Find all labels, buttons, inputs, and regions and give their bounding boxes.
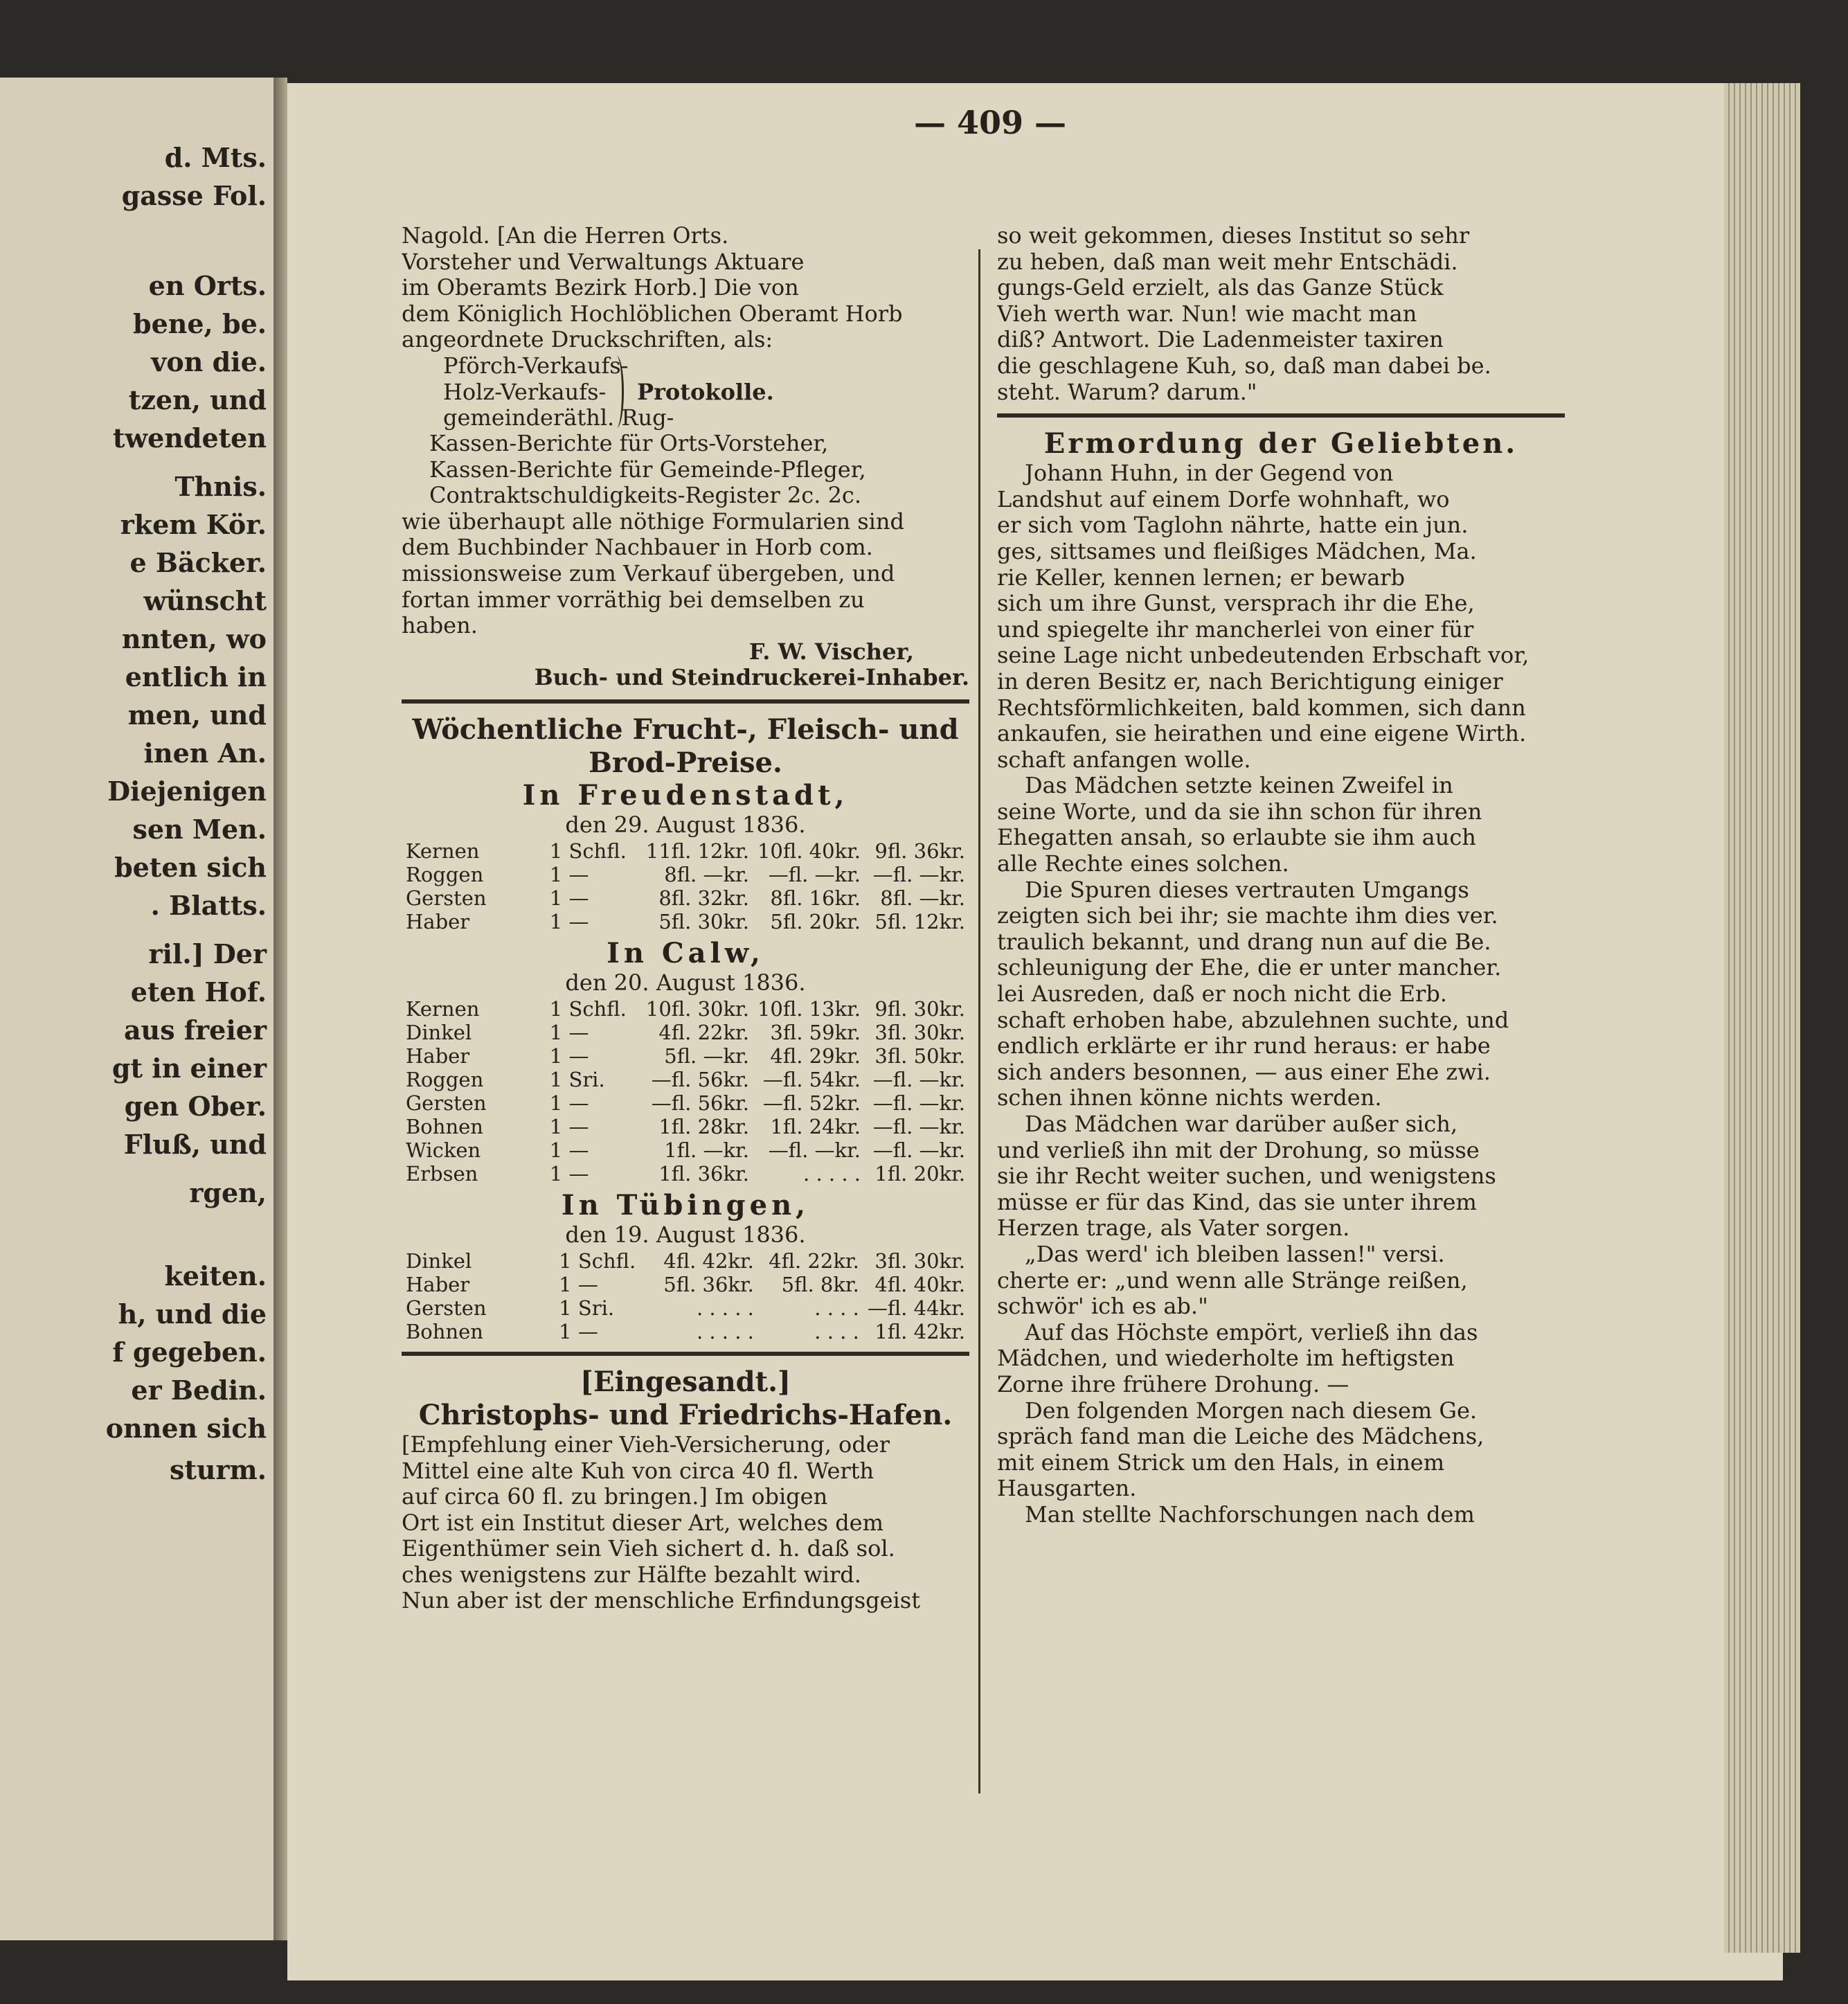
nagold-notice-continued bbox=[402, 431, 969, 509]
price-cell-p1: . . . . . bbox=[696, 1319, 754, 1343]
facing-page-fragment: h, und die bbox=[118, 1298, 267, 1330]
article-line: seine Worte, und da sie ihn schon für ihren bbox=[997, 798, 1482, 825]
article-line: Auf das Höchste empört, verließ ihn das bbox=[1025, 1319, 1478, 1345]
notice-line: fortan immer vorräthig bei demselben zu bbox=[402, 587, 865, 613]
facing-page-fragment: twendeten bbox=[112, 422, 267, 454]
price-cell-grain: Haber bbox=[406, 1044, 470, 1068]
facing-page-fragment: er Bedin. bbox=[131, 1375, 267, 1406]
price-cell-p3: —fl. —kr. bbox=[872, 1091, 965, 1115]
price-cell-qty: 1 Sri. bbox=[559, 1296, 615, 1320]
article-line: Zorne ihre frühere Drohung. — bbox=[997, 1371, 1349, 1397]
price-cell-p3: 9fl. 30kr. bbox=[874, 996, 965, 1021]
prices-title: Wöchentliche Frucht-, Fleisch- und bbox=[412, 713, 959, 746]
price-cell-p2: 3fl. 59kr. bbox=[770, 1020, 861, 1044]
eingesandt-line: [Empfehlung einer Vieh-Versicherung, oder bbox=[402, 1431, 890, 1458]
facing-page-fragment: von die. bbox=[151, 346, 267, 377]
facing-page-fragment: gen Ober. bbox=[124, 1091, 267, 1122]
price-cell-p3: —fl. —kr. bbox=[872, 1138, 965, 1162]
article-title: Ermordung der Geliebten. bbox=[1043, 427, 1518, 460]
price-cell-grain: Gersten bbox=[406, 886, 487, 910]
price-cell-qty: 1 — bbox=[549, 909, 589, 933]
price-cell-grain: Haber bbox=[406, 1272, 470, 1296]
article-line: schaft anfangen wolle. bbox=[997, 746, 1251, 773]
section-rule bbox=[402, 1352, 969, 1356]
page-number: — 409 — bbox=[913, 104, 1067, 141]
notice-line: missionsweise zum Verkauf übergeben, und bbox=[402, 560, 895, 587]
bracket-item: Holz-Verkaufs- bbox=[443, 379, 607, 405]
table-row bbox=[402, 1162, 969, 1186]
price-cell-p1: 4fl. 42kr. bbox=[663, 1249, 754, 1273]
article-text bbox=[997, 460, 1565, 1528]
price-cell-p1: 4fl. 22kr. bbox=[658, 1020, 749, 1044]
article-line: ankaufen, sie heirathen und eine eigene Wirth. bbox=[997, 721, 1527, 747]
price-cell-qty: 1 — bbox=[549, 1114, 589, 1138]
facing-page-fragment: onnen sich bbox=[105, 1413, 267, 1444]
notice-line: dem Königlich Hochlöblichen Oberamt Horb bbox=[402, 301, 903, 327]
table-row bbox=[402, 863, 969, 886]
signature-name: F. W. Vischer, bbox=[748, 638, 914, 665]
facing-page-fragment: bene, be. bbox=[133, 308, 267, 339]
bracket-item: gemeinderäthl. Rug- bbox=[443, 405, 674, 431]
notice-line: Contraktschuldigkeits-Register 2c. 2c. bbox=[429, 483, 862, 509]
intro-text bbox=[997, 223, 1565, 405]
table-row bbox=[402, 839, 969, 863]
facing-page-fragment: gasse Fol. bbox=[121, 180, 267, 211]
article-line: in deren Besitz er, nach Berichtigung einiger bbox=[997, 668, 1503, 695]
price-cell-p1: 1fl. 28kr. bbox=[658, 1114, 749, 1138]
price-cell-p1: . . . . . bbox=[696, 1296, 754, 1320]
intro-line: Vieh werth war. Nun! wie macht man bbox=[997, 301, 1417, 327]
table-row bbox=[402, 1021, 969, 1044]
price-cell-p3: 4fl. 40kr. bbox=[874, 1272, 965, 1296]
facing-page-fragment: aus freier bbox=[123, 1014, 267, 1046]
price-cell-p1: 1fl. —kr. bbox=[664, 1138, 749, 1162]
column-divider bbox=[978, 249, 980, 1793]
price-cell-p1: 5fl. —kr. bbox=[664, 1044, 749, 1068]
eingesandt-line: auf circa 60 fl. zu bringen.] Im obigen bbox=[402, 1484, 828, 1510]
price-cell-p2: 8fl. 16kr. bbox=[770, 886, 861, 910]
facing-page-fragment: Diejenigen bbox=[107, 776, 267, 807]
price-cell-grain: Kernen bbox=[406, 996, 480, 1021]
price-cell-p3: 8fl. —kr. bbox=[880, 886, 965, 910]
facing-page-fragment: rkem Kör. bbox=[120, 509, 267, 540]
notice-line: Nagold. [An die Herren Orts. bbox=[402, 223, 729, 249]
price-cell-p2: 4fl. 29kr. bbox=[770, 1044, 861, 1068]
facing-page-fragment: Fluß, und bbox=[123, 1129, 267, 1160]
table-row bbox=[402, 1273, 969, 1296]
article-line: Hausgarten. bbox=[997, 1476, 1137, 1502]
section-rule bbox=[997, 413, 1565, 418]
eingesandt-title: [Eingesandt.] bbox=[580, 1365, 791, 1398]
price-cell-p2: —fl. 52kr. bbox=[762, 1091, 861, 1115]
price-cell-p3: —fl. —kr. bbox=[872, 1114, 965, 1138]
article-line: „Das werd' ich bleiben lassen!" versi. bbox=[1025, 1241, 1445, 1267]
article-line: Den folgenden Morgen nach diesem Ge. bbox=[1025, 1397, 1478, 1424]
page-edges bbox=[1724, 83, 1800, 1953]
bracket-label: Protokolle. bbox=[637, 378, 774, 405]
intro-line: so weit gekommen, dieses Institut so sehr bbox=[997, 223, 1470, 249]
market-place: In Freudenstadt, bbox=[522, 778, 849, 812]
article-line: zeigten sich bei ihr; sie machte ihm dies ver. bbox=[997, 903, 1498, 929]
left-facing-page bbox=[0, 78, 275, 1940]
facing-page-fragment: en Orts. bbox=[148, 270, 267, 301]
price-cell-qty: 1 — bbox=[549, 1091, 589, 1115]
nagold-notice bbox=[402, 223, 969, 353]
eingesandt-line: Ort ist ein Institut dieser Art, welches dem bbox=[402, 1510, 883, 1536]
price-cell-p2: . . . . . bbox=[803, 1161, 861, 1186]
market-date: den 20. August 1836. bbox=[565, 969, 806, 996]
article-line: Rechtsförmlichkeiten, bald kommen, sich dann bbox=[997, 695, 1526, 721]
facing-page-fragment: keiten. bbox=[164, 1260, 267, 1291]
notice-line: im Oberamts Bezirk Horb.] Die von bbox=[402, 275, 799, 301]
price-cell-grain: Roggen bbox=[406, 1067, 484, 1091]
facing-page-fragment: beten sich bbox=[114, 852, 267, 883]
protocol-bracket bbox=[402, 353, 969, 431]
facing-page-fragment: entlich in bbox=[125, 661, 267, 692]
price-cell-p1: 8fl. —kr. bbox=[664, 862, 749, 886]
section-rule bbox=[402, 699, 969, 704]
facing-page-fragment: sen Men. bbox=[132, 814, 267, 845]
article-line: Die Spuren dieses vertrauten Umgangs bbox=[1025, 877, 1469, 903]
price-cell-p2: 4fl. 22kr. bbox=[769, 1249, 859, 1273]
price-table bbox=[402, 839, 969, 933]
price-cell-p2: 10fl. 40kr. bbox=[757, 839, 861, 863]
facing-page-fragment: d. Mts. bbox=[164, 142, 267, 173]
price-cell-p3: 3fl. 50kr. bbox=[874, 1044, 965, 1068]
market-date: den 29. August 1836. bbox=[565, 811, 806, 838]
intro-line: gungs-Geld erzielt, als das Ganze Stück bbox=[997, 275, 1444, 301]
article-line: Herzen trage, als Vater sorgen. bbox=[997, 1215, 1350, 1242]
curly-brace bbox=[609, 356, 624, 428]
price-cell-p2: —fl. 54kr. bbox=[762, 1067, 861, 1091]
price-cell-grain: Dinkel bbox=[406, 1020, 472, 1044]
facing-page-fragment: eten Hof. bbox=[130, 976, 267, 1008]
price-cell-grain: Roggen bbox=[406, 862, 484, 886]
price-cell-p1: 10fl. 30kr. bbox=[645, 996, 749, 1021]
price-table bbox=[402, 997, 969, 1186]
facing-page-fragment: nnten, wo bbox=[121, 623, 267, 654]
article-line: ges, sittsames und fleißiges Mädchen, Ma. bbox=[997, 538, 1477, 564]
price-cell-p2: . . . . bbox=[814, 1296, 859, 1320]
article-line: endlich erklärte er ihr rund heraus: er habe bbox=[997, 1033, 1491, 1059]
intro-line: diß? Antwort. Die Ladenmeister taxiren bbox=[997, 327, 1444, 353]
facing-page-fragment: sturm. bbox=[169, 1454, 267, 1485]
article-line: rie Keller, kennen lernen; er bewarb bbox=[997, 564, 1406, 591]
article-line: Mädchen, und wiederholte im heftigsten bbox=[997, 1345, 1455, 1372]
article-line: spräch fand man die Leiche des Mädchens, bbox=[997, 1424, 1484, 1450]
notice-line: dem Buchbinder Nachbauer in Horb com. bbox=[402, 535, 873, 561]
price-cell-qty: 1 — bbox=[549, 862, 589, 886]
article-line: sie ihr Recht weiter suchen, und wenigstens bbox=[997, 1163, 1496, 1190]
price-cell-p3: 1fl. 20kr. bbox=[874, 1161, 965, 1186]
article-line: mit einem Strick um den Hals, in einem bbox=[997, 1449, 1445, 1476]
notice-line: Kassen-Berichte für Gemeinde-Pfleger, bbox=[429, 456, 866, 483]
table-row bbox=[402, 1249, 969, 1273]
price-cell-grain: Kernen bbox=[406, 839, 480, 863]
table-row bbox=[402, 997, 969, 1021]
article-line: und verließ ihn mit der Drohung, so müsse bbox=[997, 1137, 1480, 1163]
price-cell-qty: 1 — bbox=[559, 1272, 598, 1296]
price-cell-grain: Dinkel bbox=[406, 1249, 472, 1273]
price-cell-p3: 3fl. 30kr. bbox=[874, 1249, 965, 1273]
price-cell-qty: 1 Sri. bbox=[549, 1067, 605, 1091]
eingesandt-line: Nun aber ist der menschliche Erfindungsgeist bbox=[402, 1588, 921, 1614]
price-cell-qty: 1 Schfl. bbox=[549, 996, 627, 1021]
price-cell-p1: 5fl. 36kr. bbox=[663, 1272, 754, 1296]
right-column bbox=[997, 223, 1565, 1850]
article-line: sich anders besonnen, — aus einer Ehe zwi. bbox=[997, 1059, 1491, 1085]
price-cell-qty: 1 — bbox=[549, 1161, 589, 1186]
price-cell-grain: Bohnen bbox=[406, 1319, 483, 1343]
price-cell-grain: Gersten bbox=[406, 1296, 487, 1320]
table-row bbox=[402, 1091, 969, 1115]
price-cell-p3: —fl. —kr. bbox=[872, 1067, 965, 1091]
notice-line: Kassen-Berichte für Orts-Vorsteher, bbox=[429, 430, 829, 456]
price-cell-p2: —fl. —kr. bbox=[768, 862, 861, 886]
price-cell-grain: Gersten bbox=[406, 1091, 487, 1115]
eingesandt-heading: Christophs- und Friedrichs-Hafen. bbox=[418, 1398, 953, 1431]
price-cell-p1: 1fl. 36kr. bbox=[658, 1161, 749, 1186]
price-cell-p2: 5fl. 8kr. bbox=[781, 1272, 859, 1296]
article-line: Landshut auf einem Dorfe wohnhaft, wo bbox=[997, 486, 1450, 512]
table-row bbox=[402, 1138, 969, 1162]
article-line: seine Lage nicht unbedeutenden Erbschaft vor, bbox=[997, 643, 1529, 669]
eingesandt-line: ches wenigstens zur Hälfte bezahlt wird. bbox=[402, 1562, 861, 1588]
article-line: alle Rechte eines solchen. bbox=[997, 851, 1289, 877]
facing-page-fragment: gt in einer bbox=[111, 1053, 267, 1084]
notice-line: angeordnete Druckschriften, als: bbox=[402, 327, 773, 353]
article-line: Das Mädchen war darüber außer sich, bbox=[1025, 1111, 1458, 1137]
price-cell-qty: 1 Schfl. bbox=[549, 839, 627, 863]
article-line: und spiegelte ihr mancherlei von einer für bbox=[997, 616, 1474, 643]
notice-line: wie überhaupt alle nöthige Formularien sind bbox=[402, 508, 904, 535]
facing-page-fragment: tzen, und bbox=[128, 384, 267, 415]
price-cell-p2: 5fl. 20kr. bbox=[770, 909, 861, 933]
market-prices bbox=[402, 780, 969, 1343]
facing-page-fragment: Thnis. bbox=[174, 471, 267, 502]
facing-page-fragment: wünscht bbox=[143, 585, 267, 616]
intro-line: die geschlagene Kuh, so, daß man dabei be. bbox=[997, 352, 1491, 379]
price-cell-p3: —fl. 44kr. bbox=[867, 1296, 965, 1320]
price-cell-p3: 9fl. 36kr. bbox=[874, 839, 965, 863]
article-line: sich um ihre Gunst, versprach ihr die Ehe, bbox=[997, 591, 1475, 617]
table-row bbox=[402, 1115, 969, 1138]
facing-page-fragment: inen An. bbox=[143, 737, 267, 769]
article-line: Man stellte Nachforschungen nach dem bbox=[1025, 1501, 1475, 1528]
notice-line: Vorsteher und Verwaltungs Aktuare bbox=[402, 249, 805, 275]
price-cell-p1: 11fl. 12kr. bbox=[645, 839, 749, 863]
article-line: lei Ausreden, daß er noch nicht die Erb. bbox=[997, 981, 1447, 1008]
article-line: schwör' ich es ab." bbox=[997, 1294, 1208, 1320]
intro-line: zu heben, daß man weit mehr Entschädi. bbox=[997, 249, 1458, 275]
eingesandt-text bbox=[402, 1432, 969, 1614]
bracket-item: Pförch-Verkaufs- bbox=[443, 352, 629, 379]
price-cell-grain: Wicken bbox=[406, 1138, 481, 1162]
signature-title: Buch- und Steindruckerei-Inhaber. bbox=[534, 665, 969, 691]
price-cell-p1: 5fl. 30kr. bbox=[658, 909, 749, 933]
table-row bbox=[402, 1320, 969, 1343]
article-line: Das Mädchen setzte keinen Zweifel in bbox=[1025, 773, 1453, 799]
article-line: Johann Huhn, in der Gegend von bbox=[1025, 460, 1394, 487]
price-cell-qty: 1 — bbox=[559, 1319, 598, 1343]
table-row bbox=[402, 1044, 969, 1068]
prices-title-2: Brod-Preise. bbox=[589, 746, 782, 779]
price-cell-qty: 1 — bbox=[549, 1044, 589, 1068]
eingesandt-line: Mittel eine alte Kuh von circa 40 fl. Werth bbox=[402, 1458, 874, 1484]
price-cell-p3: 3fl. 30kr. bbox=[874, 1020, 965, 1044]
table-row bbox=[402, 886, 969, 910]
market-date: den 19. August 1836. bbox=[565, 1221, 806, 1248]
article-line: traulich bekannt, und drang nun auf die Be. bbox=[997, 929, 1491, 955]
price-cell-p1: 8fl. 32kr. bbox=[658, 886, 749, 910]
article-line: Ehegatten ansah, so erlaubte sie ihm auch bbox=[997, 825, 1476, 851]
price-cell-p1: —fl. 56kr. bbox=[651, 1067, 749, 1091]
facing-page-fragment: . Blatts. bbox=[150, 890, 267, 921]
article-line: schen ihnen könne nichts werden. bbox=[997, 1085, 1382, 1111]
price-cell-qty: 1 Schfl. bbox=[559, 1249, 636, 1273]
facing-page-fragment: f gegeben. bbox=[112, 1336, 267, 1368]
price-cell-qty: 1 — bbox=[549, 886, 589, 910]
left-column bbox=[402, 223, 969, 1850]
price-cell-grain: Haber bbox=[406, 909, 470, 933]
price-cell-grain: Erbsen bbox=[406, 1161, 478, 1186]
notice-line: haben. bbox=[402, 613, 478, 639]
intro-line: steht. Warum? darum." bbox=[997, 379, 1257, 405]
article-line: cherte er: „und wenn alle Stränge reißen, bbox=[997, 1267, 1468, 1294]
price-cell-qty: 1 — bbox=[549, 1020, 589, 1044]
table-row bbox=[402, 910, 969, 933]
price-table bbox=[402, 1249, 969, 1343]
facing-page-fragment: ril.] Der bbox=[148, 938, 267, 969]
article-line: er sich vom Taglohn nährte, hatte ein jun. bbox=[997, 512, 1469, 539]
price-cell-p2: —fl. —kr. bbox=[768, 1138, 861, 1162]
price-cell-p2: 10fl. 13kr. bbox=[757, 996, 861, 1021]
price-cell-p1: —fl. 56kr. bbox=[651, 1091, 749, 1115]
facing-page-fragment: men, und bbox=[127, 699, 267, 731]
market-place: In Calw, bbox=[607, 936, 764, 969]
price-cell-p3: 1fl. 42kr. bbox=[874, 1319, 965, 1343]
price-cell-p2: . . . . bbox=[814, 1319, 859, 1343]
facing-page-fragment: e Bäcker. bbox=[129, 547, 267, 578]
article-line: müsse er für das Kind, das sie unter ihrem bbox=[997, 1189, 1477, 1215]
nagold-notice-end bbox=[402, 509, 969, 639]
book-gutter bbox=[273, 78, 287, 1940]
price-cell-p3: 5fl. 12kr. bbox=[874, 909, 965, 933]
eingesandt-line: Eigenthümer sein Vieh sichert d. h. daß sol. bbox=[402, 1536, 895, 1562]
table-row bbox=[402, 1068, 969, 1091]
table-row bbox=[402, 1296, 969, 1320]
price-cell-grain: Bohnen bbox=[406, 1114, 483, 1138]
price-cell-p2: 1fl. 24kr. bbox=[770, 1114, 861, 1138]
price-cell-qty: 1 — bbox=[549, 1138, 589, 1162]
article-line: schaft erhoben habe, abzulehnen suchte, und bbox=[997, 1007, 1509, 1033]
article-line: schleunigung der Ehe, die er unter mancher. bbox=[997, 955, 1502, 981]
price-cell-p3: —fl. —kr. bbox=[872, 862, 965, 886]
facing-page-fragment: rgen, bbox=[189, 1177, 267, 1208]
market-place: In Tübingen, bbox=[561, 1188, 810, 1222]
